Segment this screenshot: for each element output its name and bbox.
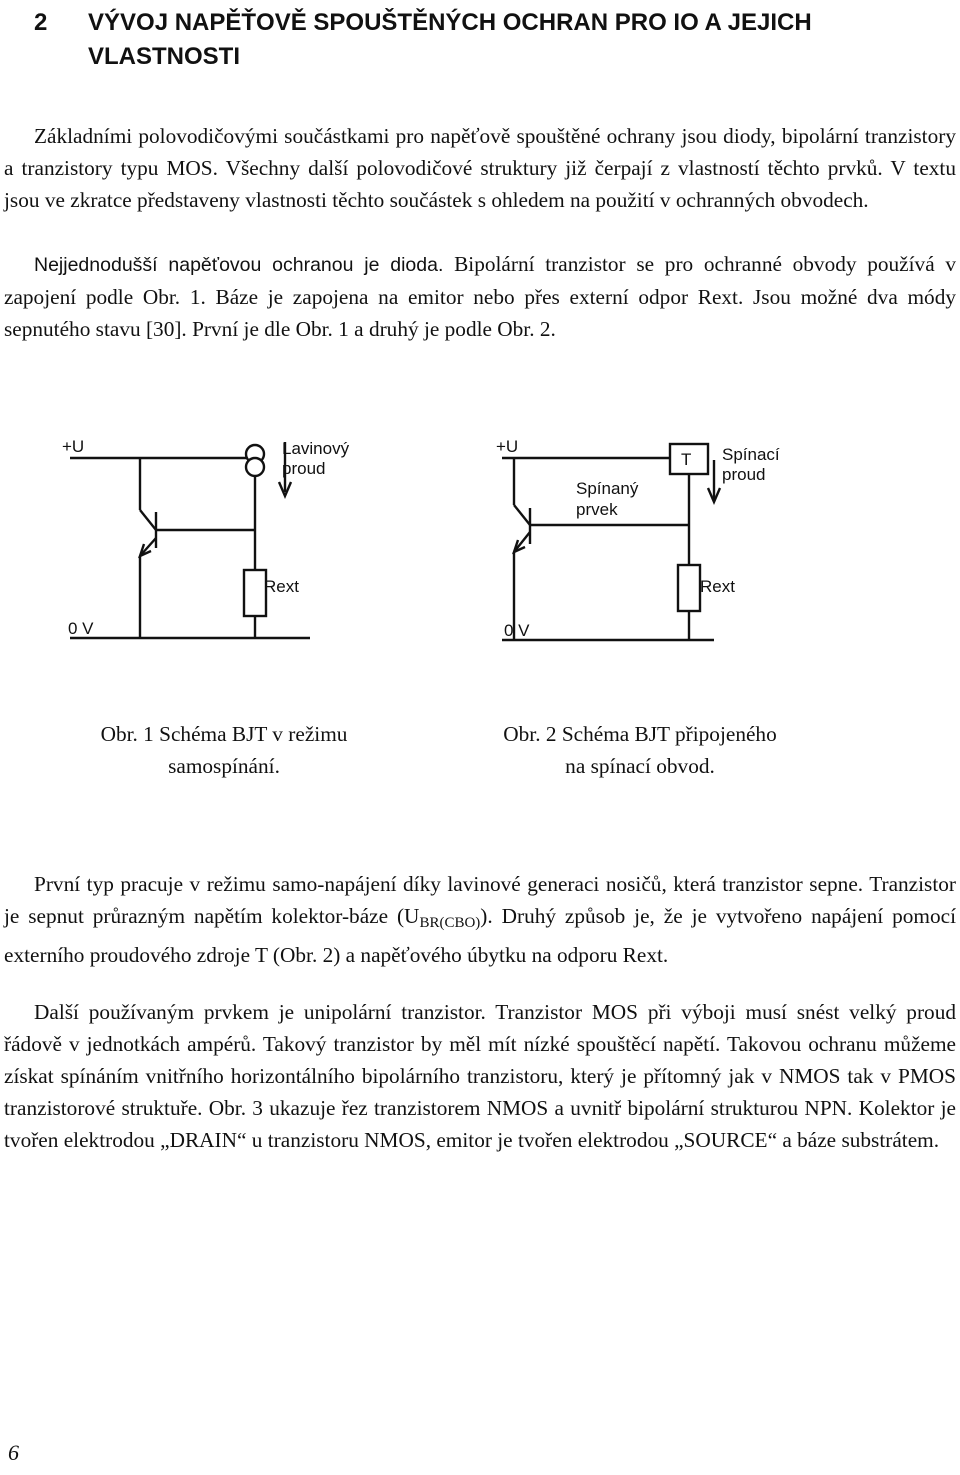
fig2-switch-label-2: prvek [576, 500, 618, 519]
intro-paragraph-2 [4, 248, 956, 345]
fig2-source-box-label: T [681, 450, 692, 469]
chapter-heading [34, 6, 934, 74]
fig2-source-label-2: proud [722, 465, 766, 484]
figure-2-svg [494, 420, 814, 660]
body-paragraph-4: Další používaným prvkem je unipolární tranzistor. Tranzistor MOS při výboji musí snést velký proud řádově v jednotkách ampérů. Takový tranzistor by měl mít nízké spouštěcí napětí. Takovou ochranu můžeme získat spínáním vnitřního horizontálního bipolárního tranzistoru, který je přítomný jak v NMOS tak v PMOS tranzistorové struktuře. Obr. 3 ukazuje řez tranzistorem NMOS a uvnitř bipolární strukturou NPN. Kolektor je tvořen elektrodou „DRAIN“ u tranzistoru NMOS, emitor je tvořen elektrodou „SOURCE“ a báze substrátem. [4, 1000, 956, 1152]
fig2-switch-label-1: Spínaný [576, 479, 639, 498]
intro-paragraph-1: Základními polovodičovými součástkami pro napěťově spouštěné ochrany jsou diody, bipolární tranzistory a tranzistory typu MOS. Všechny další polovodičové struktury již čerpají z vlastností těchto prvků. V textu jsou ve zkratce představeny vlastnosti těchto součástek s ohledem na použití v ochranných obvodech. [4, 124, 956, 212]
bjt-transistor-icon [140, 510, 255, 556]
rext-resistor-icon [244, 570, 266, 616]
chapter-number: 2 [34, 9, 48, 36]
body-paragraph-3-rest: ). Druhý způsob je, že je vytvořeno napájení pomocí externího proudového zdroje T (Obr. 2) a napěťového úbytku na odporu Rext. [4, 904, 957, 967]
page-number: 6 [8, 1440, 19, 1465]
figure-1-caption [74, 718, 374, 782]
fig1-supply-label: +U [62, 437, 85, 456]
chapter-title: VÝVOJ NAPĚŤOVĚ SPOUŠTĚNÝCH OCHRAN PRO IO A JEJICH VLASTNOSTI [88, 9, 812, 70]
avalanche-current-source-icon [246, 445, 264, 476]
intro-paragraph-2-lead: Nejjednodušší napěťovou ochranou je dioda. [34, 254, 444, 276]
body-paragraph-3-lead: První typ pracuje v režimu samo-napájení díky lavinové generaci nosičů, která tranzistor sepne. Tranzistor je sepnut průrazným napětím kolektor-báze (U [4, 872, 956, 928]
rext-resistor-icon [678, 565, 700, 611]
fig1-source-label-1: Lavinový [282, 439, 350, 458]
fig2-source-label-1: Spínací [722, 445, 780, 464]
figure-2-caption-line-2: na spínací obvod. [565, 754, 715, 778]
figure-1-caption-line-1: Obr. 1 Schéma BJT v režimu [100, 722, 348, 746]
fig1-resistor-label: Rext [264, 577, 299, 596]
figure-1-caption-line-2: samospínání. [168, 754, 280, 778]
figure-2-caption-line-1: Obr. 2 Schéma BJT připojeného [503, 722, 777, 746]
figure-1-svg [60, 420, 380, 660]
breakdown-voltage-subscript: BR(CBO) [419, 915, 481, 931]
fig2-ground-label: 0 V [504, 621, 530, 640]
fig2-resistor-label: Rext [700, 577, 735, 596]
figure-1-schematic [60, 420, 380, 660]
figure-2-schematic [494, 420, 814, 660]
fig2-supply-label: +U [496, 437, 519, 456]
intro-paragraph-2-rest: Bipolární tranzistor se pro ochranné obvody používá v zapojení podle Obr. 1. Báze je zapojena na emitor nebo přes externí odpor Rext. Jsou možné dva módy sepnutého stavu [30]. První je dle Obr. 1 a druhý je podle Obr. 2. [4, 252, 956, 341]
body-paragraph-3 [4, 868, 956, 971]
fig1-source-label-2: proud [282, 459, 326, 478]
fig1-ground-label: 0 V [68, 619, 94, 638]
figure-2-caption [490, 718, 790, 782]
